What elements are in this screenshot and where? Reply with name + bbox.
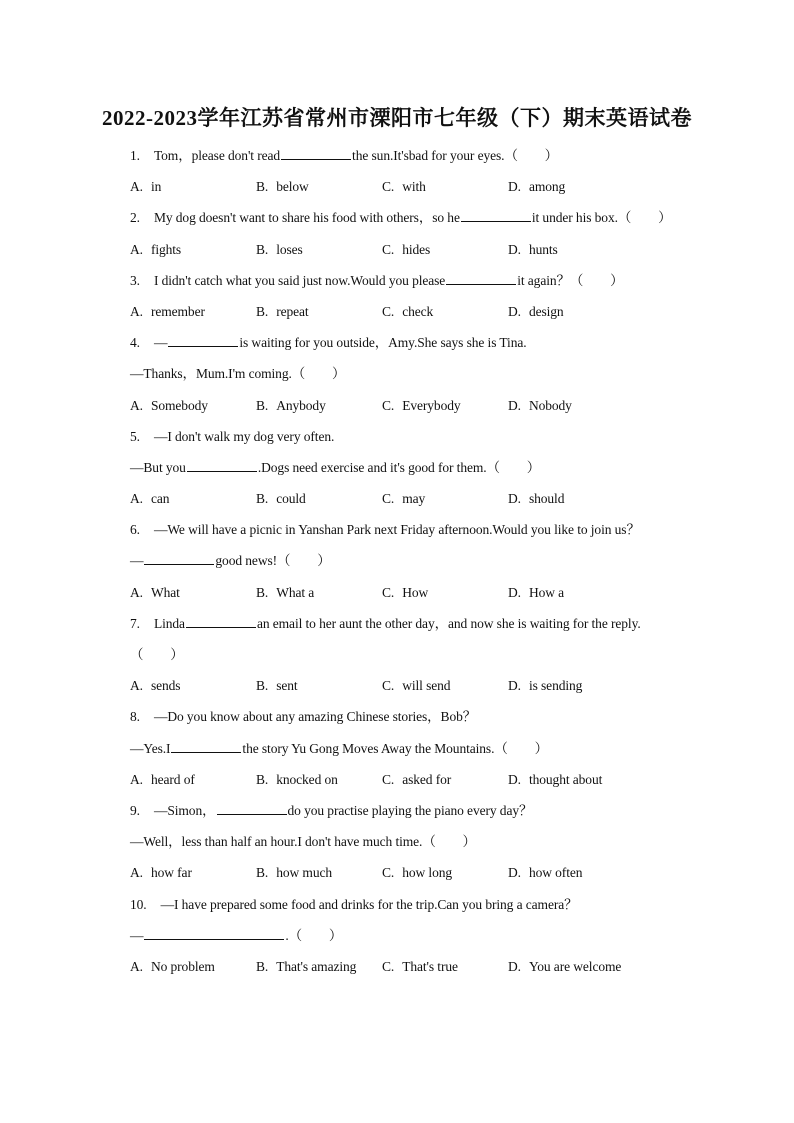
answer-blank[interactable] — [187, 457, 257, 472]
option-c[interactable]: C. hides — [382, 241, 431, 257]
option-d[interactable]: D. thought about — [508, 771, 603, 787]
question-number: 2. — [130, 210, 140, 226]
option-b[interactable]: B. how much — [256, 865, 333, 881]
option-c[interactable]: C. How — [382, 584, 429, 600]
stem-text: —We will have a picnic in Yanshan Park next Friday afternoon.Would you like to join us？ — [153, 522, 640, 538]
answer-blank[interactable] — [217, 800, 287, 815]
answer-blank[interactable] — [168, 332, 238, 347]
option-d[interactable]: D. is sending — [508, 678, 583, 694]
option-d[interactable]: D. How a — [508, 584, 565, 600]
question-2-stem — [130, 202, 690, 233]
question-number: 10. — [130, 896, 147, 912]
question-6-stem — [130, 514, 690, 545]
stem-text: do you practise playing the piano every day？ — [287, 802, 533, 818]
answer-blank[interactable] — [186, 613, 256, 628]
question-1-options — [130, 171, 690, 202]
response-text: —Well，less than half an hour.I don't have much time.（ ） — [130, 834, 476, 850]
answer-blank[interactable] — [446, 270, 516, 285]
option-c[interactable]: C. will send — [382, 678, 451, 694]
question-8-stem — [130, 701, 690, 732]
answer-blank[interactable] — [144, 925, 284, 940]
option-a[interactable]: A. What — [130, 584, 180, 600]
question-5-options — [130, 483, 690, 514]
stem-text: —I have prepared some food and drinks for the trip.Can you bring a camera？ — [160, 896, 578, 912]
option-c[interactable]: C. Everybody — [382, 397, 461, 413]
option-a[interactable]: A. heard of — [130, 771, 195, 787]
stem-text: — — [153, 335, 168, 351]
option-a[interactable]: A. remember — [130, 303, 205, 319]
option-a[interactable]: A. how far — [130, 865, 192, 881]
stem-text: Linda — [153, 615, 185, 631]
response-text: .Dogs need exercise and it's good for them.（ ） — [257, 459, 541, 475]
option-d[interactable]: D. Nobody — [508, 397, 572, 413]
option-b[interactable]: B. Anybody — [256, 397, 326, 413]
question-9-response — [130, 826, 690, 857]
option-d[interactable]: D. should — [508, 491, 565, 507]
answer-blank[interactable] — [281, 145, 351, 160]
question-number: 8. — [130, 709, 140, 725]
question-5-response — [130, 452, 690, 483]
option-b[interactable]: B. sent — [256, 678, 298, 694]
response-text: .（ ） — [285, 927, 343, 943]
option-b[interactable]: B. could — [256, 491, 306, 507]
option-d[interactable]: D. how often — [508, 865, 583, 881]
question-number: 7. — [130, 615, 140, 631]
question-5-stem — [130, 421, 690, 452]
answer-blank[interactable] — [171, 738, 241, 753]
option-c[interactable]: C. asked for — [382, 771, 452, 787]
option-b[interactable]: B. What a — [256, 584, 315, 600]
option-c[interactable]: C. with — [382, 179, 426, 195]
question-9-options — [130, 857, 690, 888]
question-list — [130, 140, 690, 982]
question-1-stem — [130, 140, 690, 171]
stem-text: the sun.It'sbad for your eyes.（ ） — [352, 148, 559, 163]
option-d[interactable]: D. among — [508, 179, 566, 195]
option-a[interactable]: A. can — [130, 491, 170, 507]
option-b[interactable]: B. That's amazing — [256, 958, 357, 974]
response-text: the story Yu Gong Moves Away the Mountains.（ ） — [242, 740, 548, 756]
option-a[interactable]: A. in — [130, 179, 162, 195]
stem-text: is waiting for you outside，Amy.She says she is Tina. — [239, 335, 527, 351]
stem-text: I didn't catch what you said just now.Would you please — [153, 272, 446, 288]
response-text: good news!（ ） — [215, 553, 331, 569]
option-a[interactable]: A. Somebody — [130, 397, 208, 413]
question-8-options — [130, 764, 690, 795]
response-text: —But you — [130, 459, 186, 475]
stem-text: —Simon， — [153, 802, 216, 818]
question-number: 6. — [130, 522, 140, 538]
answer-bracket: （ ） — [130, 647, 184, 662]
option-c[interactable]: C. may — [382, 491, 426, 507]
option-d[interactable]: D. hunts — [508, 241, 558, 257]
answer-blank[interactable] — [461, 207, 531, 222]
response-text: —Thanks，Mum.I'm coming.（ ） — [130, 366, 346, 382]
option-b[interactable]: B. repeat — [256, 303, 309, 319]
question-2-options — [130, 234, 690, 265]
question-7-stem — [130, 608, 690, 639]
stem-text: Tom，please don't read — [153, 148, 281, 163]
stem-text: an email to her aunt the other day，and now she is waiting for the reply. — [256, 615, 641, 631]
question-7-options — [130, 670, 690, 701]
option-a[interactable]: A. fights — [130, 241, 182, 257]
response-text: — — [130, 927, 144, 943]
question-10-response — [130, 920, 690, 951]
question-number: 4. — [130, 335, 140, 351]
stem-text: —I don't walk my dog very often. — [153, 428, 335, 444]
option-d[interactable]: D. You are welcome — [508, 958, 622, 974]
question-6-response — [130, 545, 690, 576]
question-10-stem — [130, 889, 690, 920]
page-title: 2022-2023学年江苏省常州市溧阳市七年级（下）期末英语试卷 — [102, 106, 692, 130]
option-c[interactable]: C. That's true — [382, 958, 458, 974]
question-8-response — [130, 733, 690, 764]
option-c[interactable]: C. check — [382, 303, 434, 319]
question-number: 1. — [130, 148, 140, 163]
stem-text: it again？（ ） — [517, 272, 624, 288]
option-b[interactable]: B. loses — [256, 241, 303, 257]
question-number: 3. — [130, 272, 140, 288]
question-number: 9. — [130, 802, 140, 818]
answer-blank[interactable] — [144, 550, 214, 565]
option-a[interactable]: A. sends — [130, 678, 181, 694]
stem-text: —Do you know about any amazing Chinese stories，Bob？ — [153, 709, 477, 725]
option-d[interactable]: D. design — [508, 303, 564, 319]
option-b[interactable]: B. below — [256, 179, 309, 195]
question-number: 5. — [130, 428, 140, 444]
stem-text: it under his box.（ ） — [531, 210, 672, 226]
response-text: — — [130, 553, 144, 569]
question-7-bracket — [130, 639, 690, 670]
question-6-options — [130, 577, 690, 608]
response-text: —Yes.I — [130, 740, 171, 756]
question-4-stem — [130, 327, 690, 358]
question-4-response — [130, 358, 690, 389]
option-a[interactable]: A. No problem — [130, 958, 215, 974]
option-c[interactable]: C. how long — [382, 865, 453, 881]
question-10-options — [130, 951, 690, 982]
question-9-stem — [130, 795, 690, 826]
question-4-options — [130, 390, 690, 421]
question-3-stem — [130, 265, 690, 296]
question-3-options — [130, 296, 690, 327]
option-b[interactable]: B. knocked on — [256, 771, 338, 787]
stem-text: My dog doesn't want to share his food with others，so he — [153, 210, 460, 226]
